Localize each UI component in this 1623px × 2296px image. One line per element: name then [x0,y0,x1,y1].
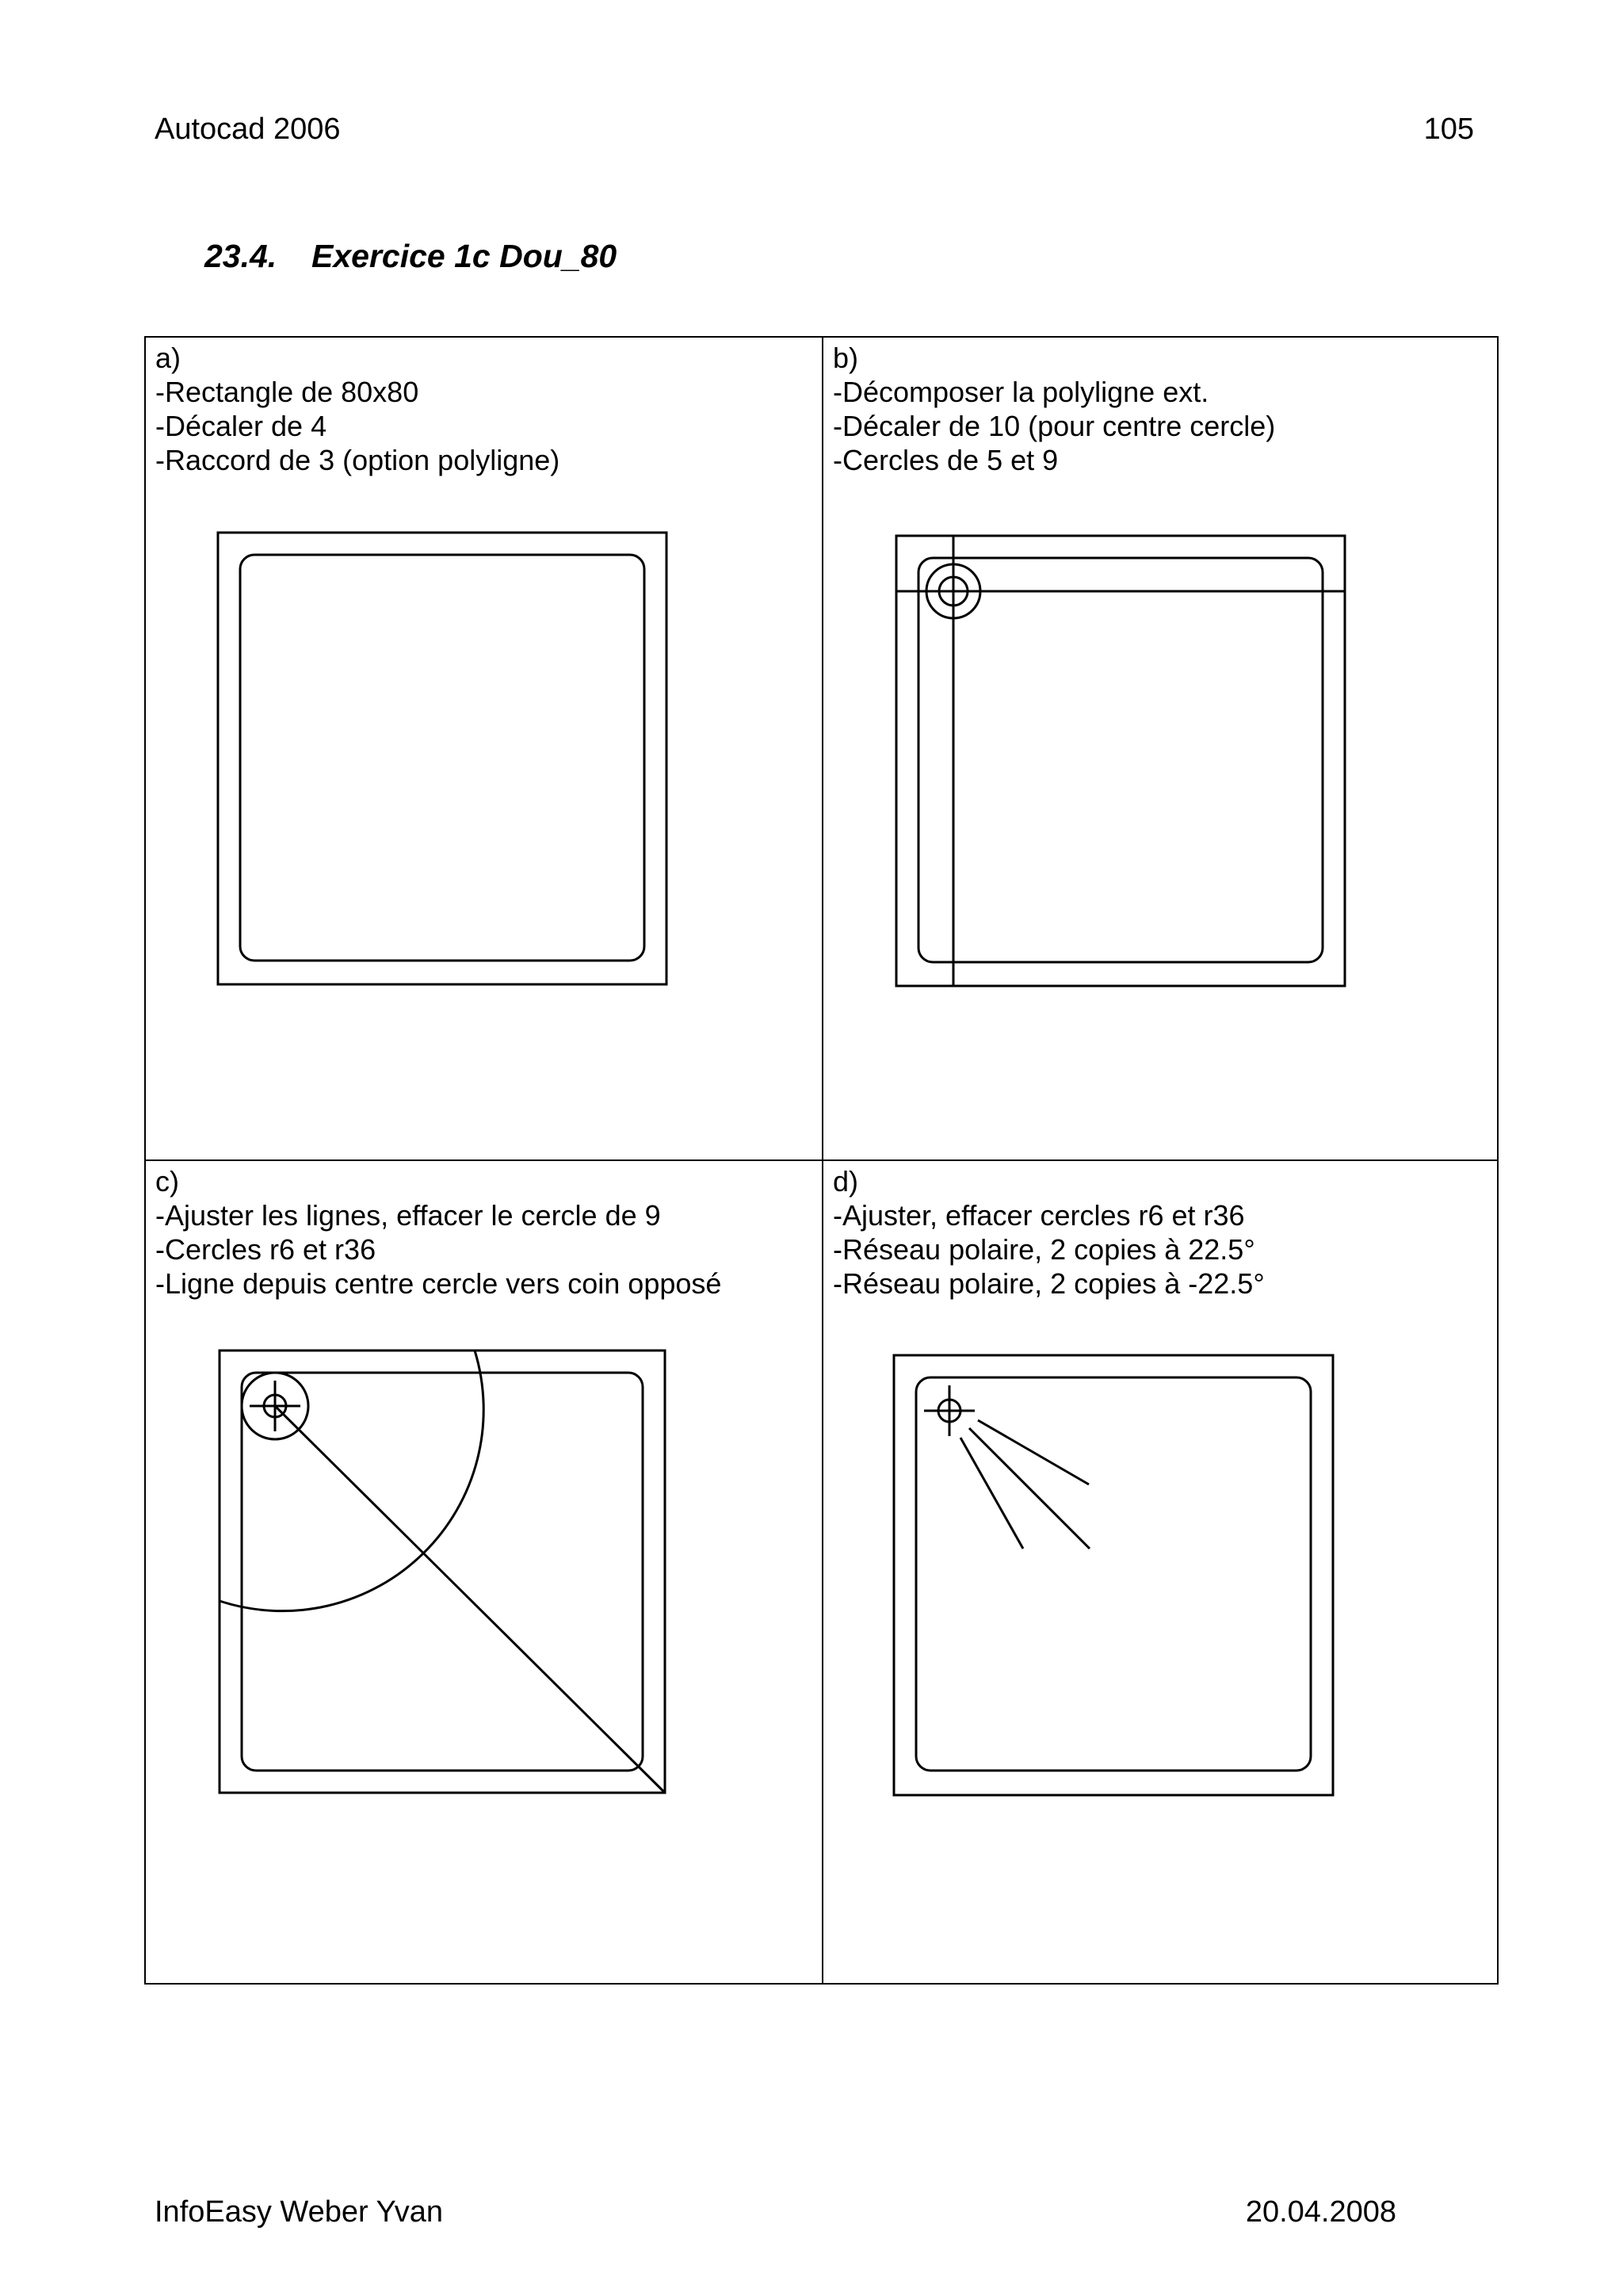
inner-offset-rectangle [916,1377,1311,1771]
cell-b [833,341,1499,1157]
inner-offset-rectangle [240,555,644,961]
cell-label: d) [833,1165,859,1198]
instruction-line: -Ajuster les lignes, effacer le cercle de 9 [155,1199,661,1232]
outer-rectangle [894,1355,1333,1795]
diagonal-line [275,1406,665,1793]
instruction-line: -Cercles r6 et r36 [155,1233,376,1266]
section-number: 23.4. [204,238,277,274]
footer-author: InfoEasy Weber Yvan [155,2195,444,2229]
outer-rectangle [218,533,666,984]
instruction-line: -Décaler de 10 (pour centre cercle) [833,410,1276,442]
instruction-line: -Réseau polaire, 2 copies à -22.5° [833,1267,1265,1300]
footer-date: 20.04.2008 [1245,2195,1396,2229]
figure-c [218,1349,678,1809]
instruction-line: -Décaler de 4 [155,410,327,442]
instruction-line: -Réseau polaire, 2 copies à 22.5° [833,1233,1255,1266]
figure-d [892,1354,1352,1813]
figure-a [216,531,676,991]
figure-b [895,534,1354,994]
instruction-line: -Cercles de 5 et 9 [833,444,1059,476]
outer-rectangle [896,536,1345,986]
inner-offset-rectangle [918,558,1323,962]
instruction-line: -Décomposer la polyligne ext. [833,376,1209,408]
instruction-line: -Ajuster, effacer cercles r6 et r36 [833,1199,1245,1232]
polar-line-plus [960,1438,1023,1549]
cell-c [155,1164,821,1981]
cell-label: c) [155,1165,179,1198]
instruction-line: -Raccord de 3 (option polyligne) [155,444,560,476]
section-heading [204,238,617,275]
cell-label: a) [155,342,181,374]
page-number: 105 [1423,113,1474,146]
section-title: Exercice 1c Dou_80 [311,238,617,274]
cell-label: b) [833,342,859,374]
cell-a [155,341,821,1157]
table-divider-horizontal [146,1159,1497,1161]
cell-d [833,1164,1499,1981]
instruction-line: -Rectangle de 80x80 [155,376,419,408]
header-title: Autocad 2006 [155,113,341,146]
polar-line-center [969,1428,1090,1549]
exercise-table [144,336,1499,1985]
instruction-line: -Ligne depuis centre cercle vers coin opposé [155,1267,722,1300]
